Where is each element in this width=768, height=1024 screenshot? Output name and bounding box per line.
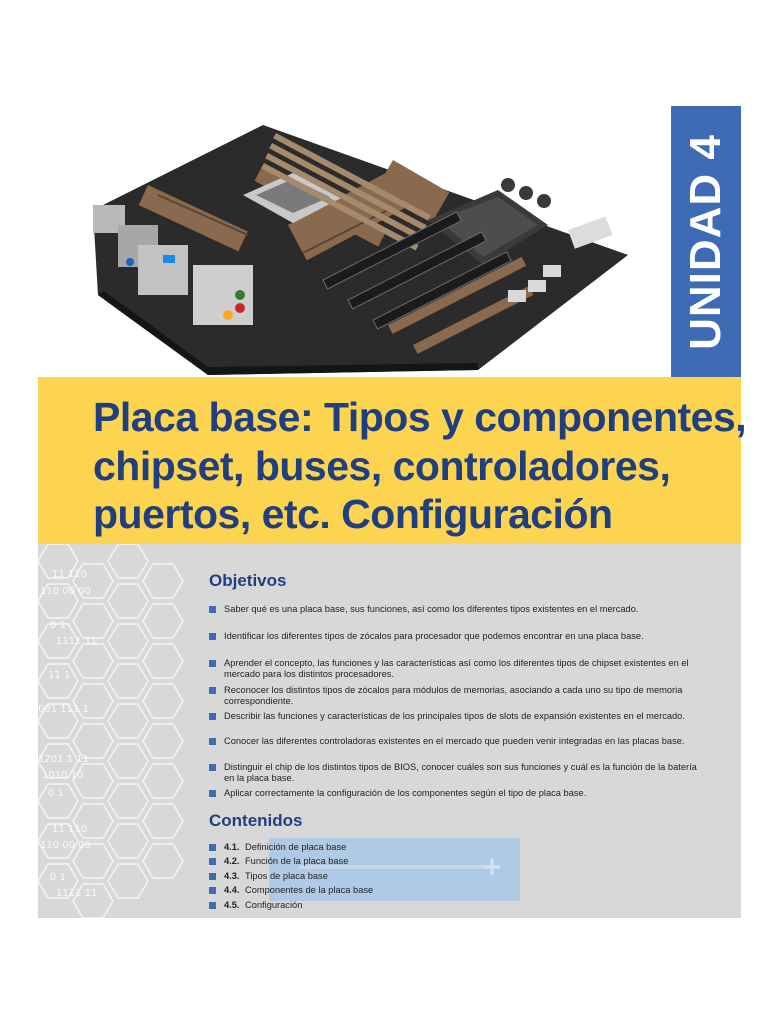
- binary-decor: 1010 10: [42, 770, 84, 781]
- binary-decor: 0 1: [48, 788, 64, 799]
- objective-text: Identificar los diferentes tipos de zócalos para procesador que podemos encontrar en una placa base.: [224, 631, 644, 641]
- bullet-square-icon: [209, 790, 216, 797]
- binary-decor: 0 1: [50, 872, 66, 883]
- contents-item-text: Configuración: [245, 900, 303, 910]
- title-band: [38, 377, 747, 544]
- binary-decor: 1111 11: [56, 888, 98, 899]
- contents-item-text: Definición de placa base: [245, 842, 347, 852]
- bullet-square-icon: [209, 660, 216, 667]
- contents-item-number: 4.5.: [224, 900, 240, 910]
- objective-text: Saber qué es una placa base, sus funciones, así como los diferentes tipos existentes en el mercado.: [224, 604, 639, 614]
- contents-item-number: 4.3.: [224, 871, 240, 881]
- binary-decor: 110 00 00: [40, 586, 91, 597]
- bullet-square-icon: [209, 738, 216, 745]
- unit-tab: [671, 106, 741, 378]
- bullet-square-icon: [209, 633, 216, 640]
- binary-decor: 001 111 1: [38, 704, 89, 715]
- binary-decor: 1111 11: [56, 636, 98, 647]
- contents-item-number: 4.4.: [224, 885, 240, 895]
- contents-heading: Contenidos: [209, 811, 303, 830]
- bullet-square-icon: [209, 713, 216, 720]
- bullet-square-icon: [209, 887, 216, 894]
- bullet-square-icon: [209, 764, 216, 771]
- objective-text: Conocer las diferentes controladoras existentes en el mercado que pueden venir integradas en las placas base.: [224, 736, 685, 746]
- objective-text: Describir las funciones y características de los principales tipos de slots de expansión existentes en el mercado.: [224, 711, 685, 721]
- contents-item-text: Tipos de placa base: [245, 871, 328, 881]
- objective-text: Aprender el concepto, las funciones y las características así como los diferentes tipos de chipset existentes en el mercado para los distintos procesadores.: [224, 658, 689, 679]
- contents-item-number: 4.2.: [224, 856, 240, 866]
- plus-icon: +: [481, 852, 503, 882]
- bullet-square-icon: [209, 606, 216, 613]
- binary-decor: 11 1: [48, 670, 71, 681]
- title-line-3: puertos, etc. Configuración: [93, 491, 613, 537]
- objective-text: Aplicar correctamente la configuración de los componentes según el tipo de placa base.: [224, 788, 587, 798]
- binary-decor: 11 110: [52, 824, 87, 835]
- bullet-square-icon: [209, 687, 216, 694]
- objective-text: Reconocer los distintos tipos de zócalos para módulos de memorias, asociando a cada uno su tipo de memoria correspondiente.: [224, 685, 683, 706]
- binary-decor: 0 1: [50, 620, 66, 631]
- bullet-square-icon: [209, 858, 216, 865]
- binary-decor: 110 00 00: [40, 840, 91, 851]
- binary-decor: 1201 1 11: [38, 754, 89, 765]
- title-line-1: Placa base: Tipos y componentes,: [93, 394, 747, 440]
- hexagon-pattern-icon: [38, 544, 198, 918]
- contents-item-number: 4.1.: [224, 842, 240, 852]
- motherboard-image: [38, 105, 670, 377]
- objective-text: Distinguir el chip de los distintos tipos de BIOS, conocer cuáles son sus funciones y cuál es la función de la batería en la placa base.: [224, 762, 697, 783]
- motherboard-icon: [38, 105, 670, 377]
- objectives-heading: Objetivos: [209, 571, 287, 590]
- contents-item-text: Función de la placa base: [245, 856, 349, 866]
- binary-decor: 11 110: [52, 569, 87, 580]
- bullet-square-icon: [209, 844, 216, 851]
- contents-item-text: Componentes de la placa base: [245, 885, 374, 895]
- unit-label: UNIDAD 4: [681, 134, 730, 350]
- title-line-2: chipset, buses, controladores,: [93, 443, 671, 489]
- content-panel: [38, 544, 741, 918]
- bullet-square-icon: [209, 873, 216, 880]
- bullet-square-icon: [209, 902, 216, 909]
